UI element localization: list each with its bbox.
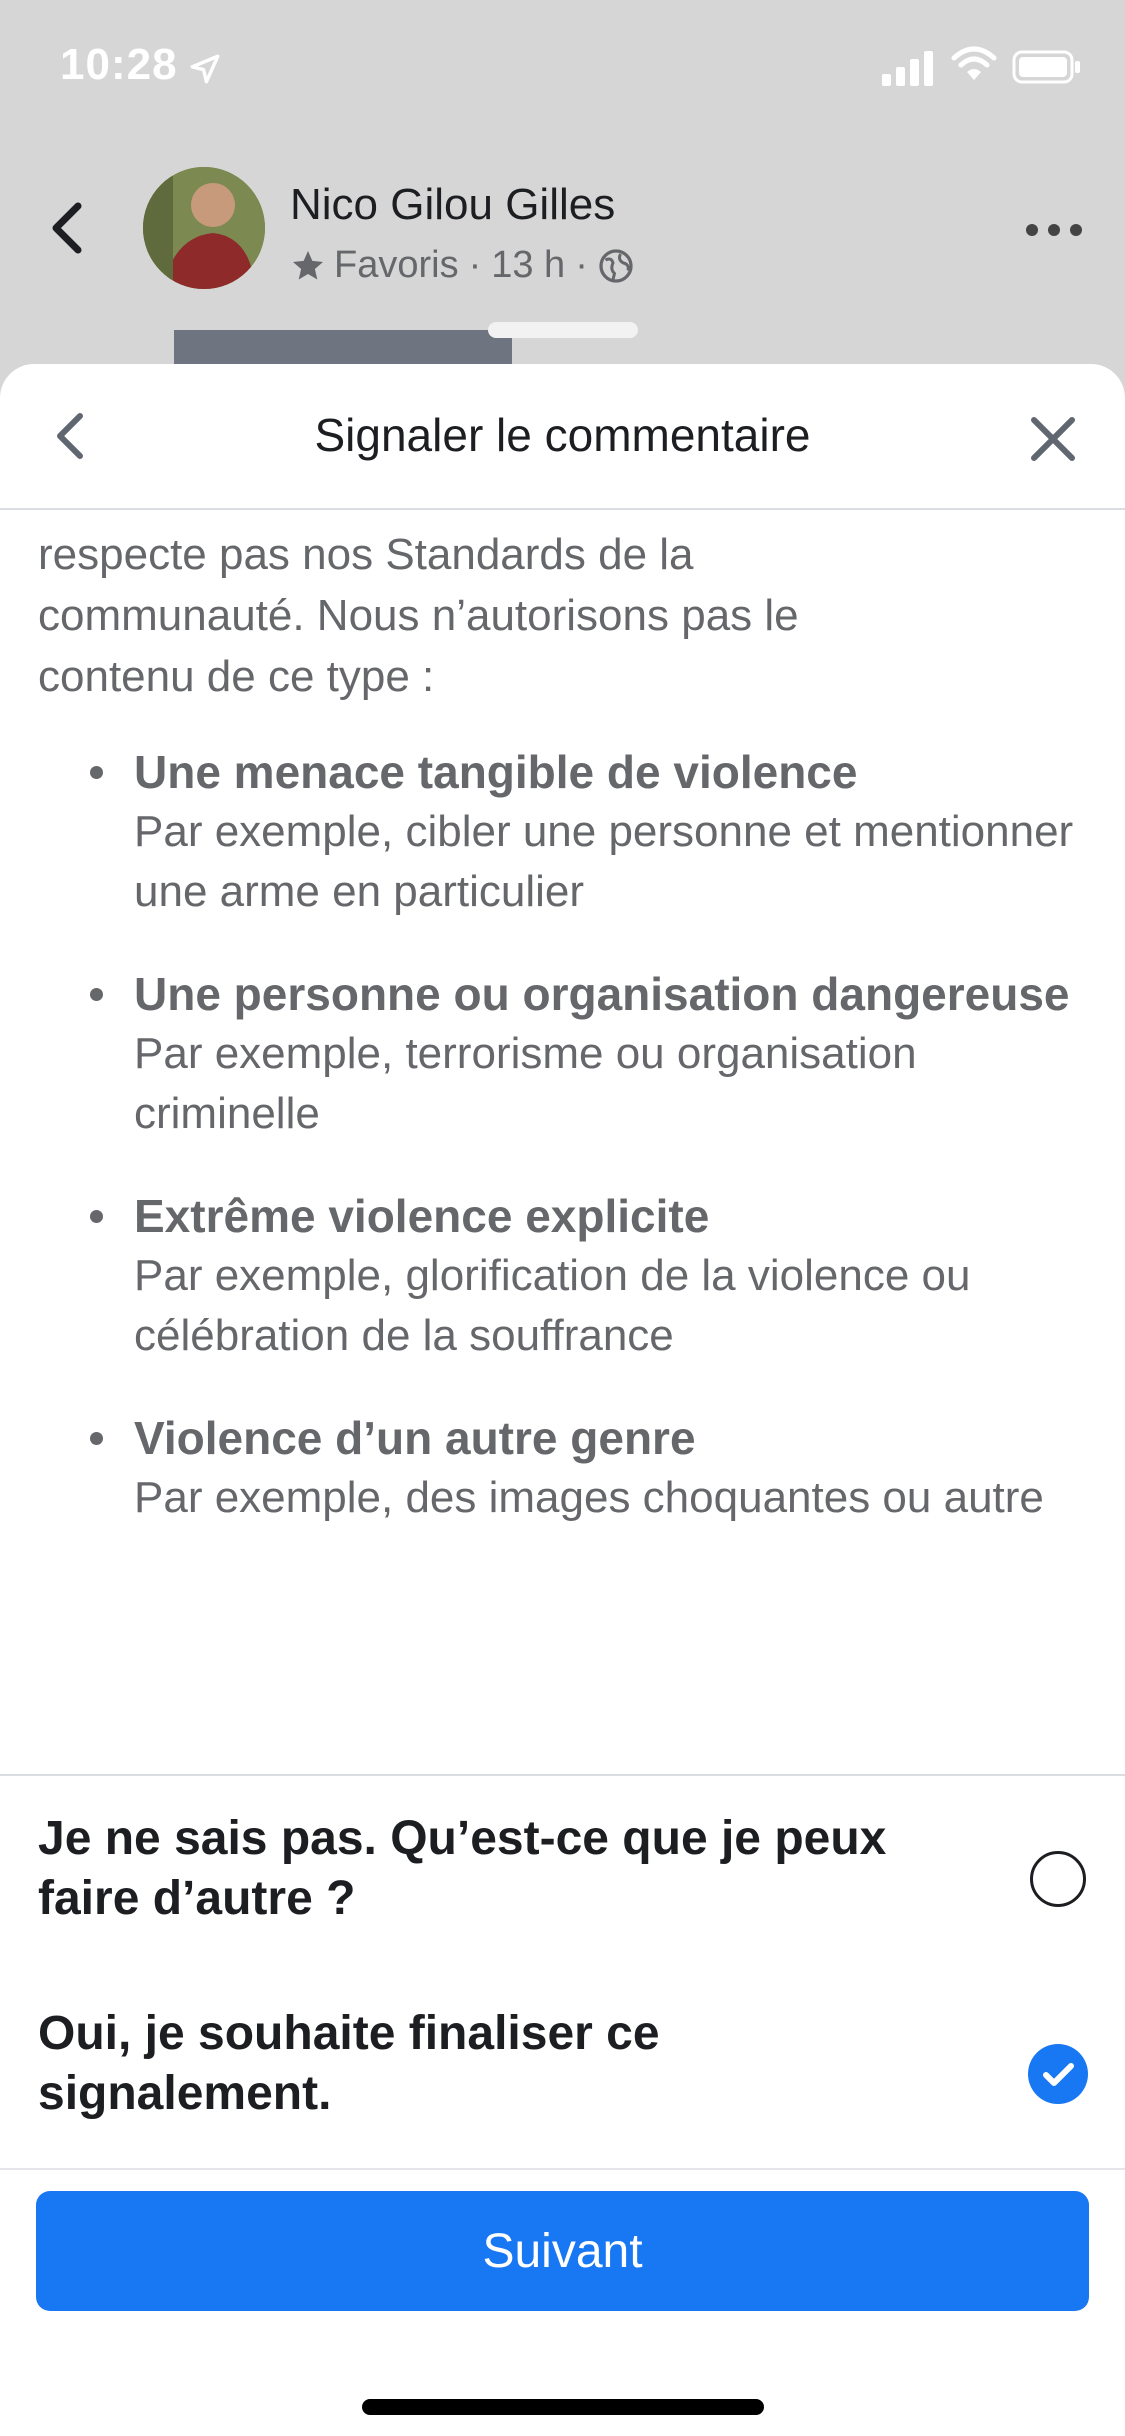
option-label: Oui, je souhaite finaliser ce signalement. [38, 2007, 660, 2120]
globe-icon [598, 248, 634, 284]
radio-unchecked[interactable] [1030, 1851, 1086, 1907]
list-item [0, 964, 1084, 1144]
cellular-signal-icon [880, 48, 936, 88]
bullet-dot [90, 988, 103, 1001]
sheet-header [0, 364, 1125, 510]
sheet-grabber[interactable] [488, 322, 638, 338]
option-label: Je ne sais pas. Qu’est-ce que je peux faire d’autre ? [38, 1812, 887, 1925]
sheet-content [0, 510, 1125, 1774]
star-icon [290, 248, 326, 284]
next-button[interactable]: Suivant [36, 2191, 1089, 2311]
home-indicator[interactable] [362, 2399, 764, 2415]
avatar-photo-icon [143, 167, 265, 289]
status-time: 10:28 [60, 40, 178, 89]
list-item [0, 1186, 1084, 1366]
intro-text [38, 510, 1078, 707]
list-item [0, 1408, 1084, 1528]
violation-list [0, 742, 1125, 1570]
option-finalize[interactable] [0, 2004, 1125, 2144]
item-description: Par exemple, des images choquantes ou autre [134, 1473, 1044, 1522]
post-meta [290, 244, 634, 287]
item-title: Une menace tangible de violence [134, 746, 858, 798]
more-options-icon[interactable] [1024, 210, 1084, 250]
item-description: Par exemple, glorification de la violence ou célébration de la souffrance [134, 1251, 971, 1360]
bullet-dot [90, 766, 103, 779]
intro-line: respecte pas nos Standards de la [38, 530, 694, 579]
bullet-dot [90, 1210, 103, 1223]
option-not-sure[interactable] [0, 1809, 1125, 1949]
radio-checked[interactable] [1028, 2044, 1088, 2104]
author-avatar[interactable] [143, 167, 265, 289]
divider [0, 1774, 1125, 1776]
location-arrow-icon [188, 52, 222, 86]
favorites-label: Favoris [334, 244, 459, 286]
item-title: Violence d’un autre genre [134, 1412, 696, 1464]
intro-line: contenu de ce type : [38, 652, 435, 701]
meta-separator: · [575, 244, 588, 286]
item-description: Par exemple, cibler une personne et mentionner une arme en particulier [134, 807, 1074, 916]
author-name[interactable]: Nico Gilou Gilles [290, 180, 616, 229]
bullet-dot [90, 1432, 103, 1445]
list-item [0, 742, 1084, 922]
status-bar [0, 0, 1125, 140]
item-title: Extrême violence explicite [134, 1190, 710, 1242]
divider [0, 2168, 1125, 2170]
intro-cut-line [38, 510, 1078, 524]
wifi-icon [950, 44, 998, 84]
post-time: 13 h [491, 244, 566, 286]
close-icon[interactable] [1028, 414, 1078, 464]
intro-line: communauté. Nous n’autorisons pas le [38, 591, 799, 640]
item-title: Une personne ou organisation dangereuse [134, 968, 1070, 1020]
battery-icon [1012, 50, 1082, 84]
checkmark-icon [1028, 2044, 1088, 2104]
back-chevron-icon[interactable] [48, 200, 88, 256]
meta-separator: · [468, 244, 482, 286]
sheet-title: Signaler le commentaire [314, 409, 811, 461]
report-sheet [0, 364, 1125, 2436]
item-description: Par exemple, terrorisme ou organisation criminelle [134, 1029, 917, 1138]
